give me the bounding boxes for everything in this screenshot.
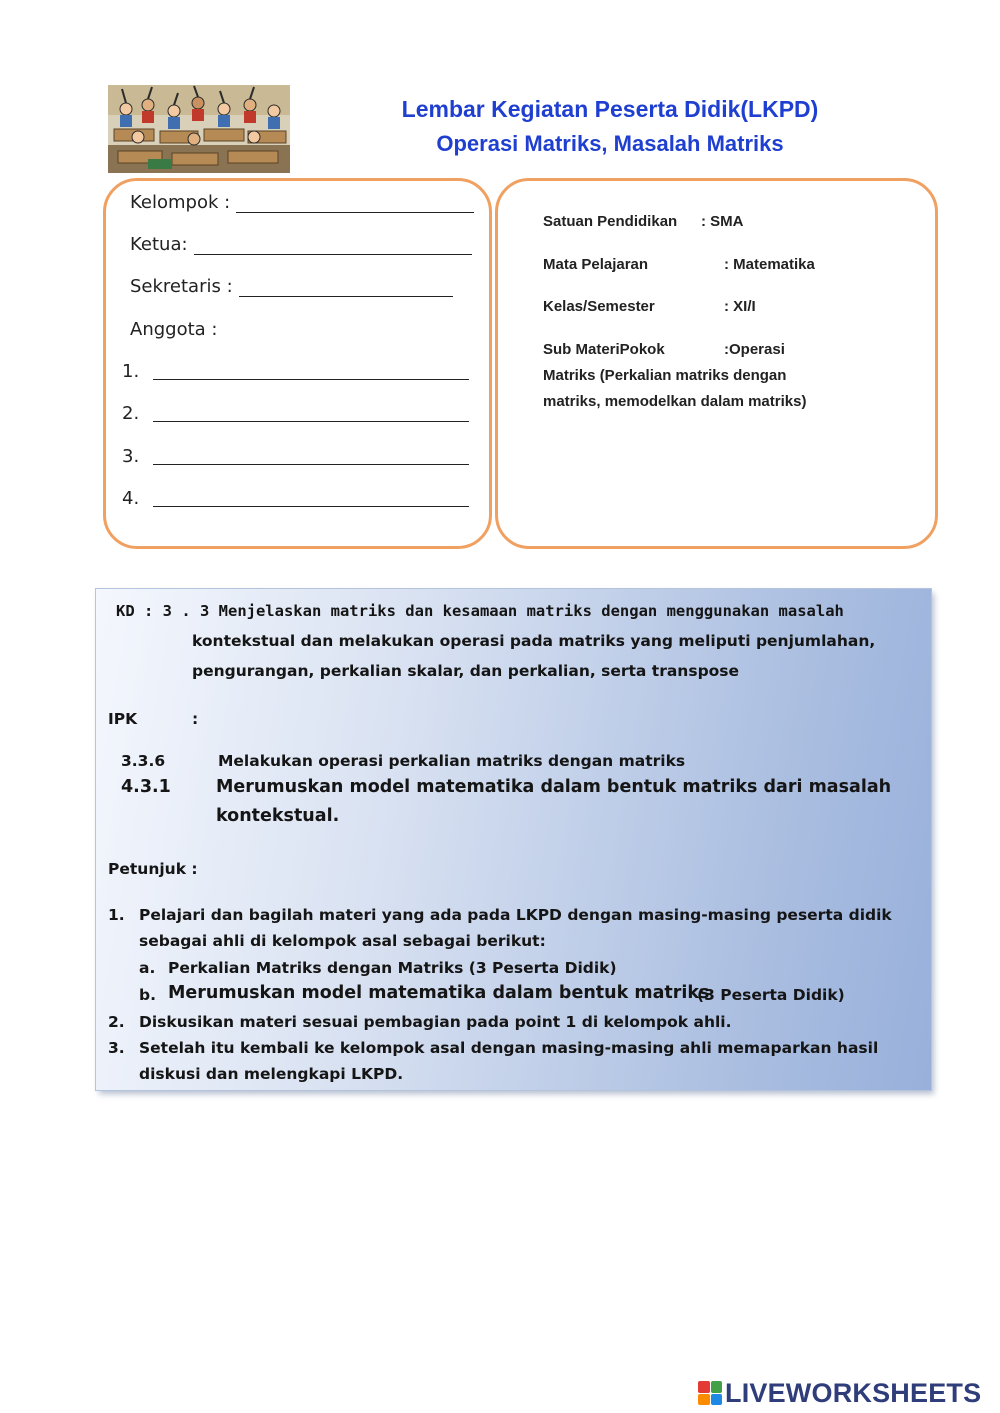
sekretaris-input-line[interactable] <box>239 280 453 297</box>
ipk-1-number: 3.3.6 <box>121 752 166 770</box>
ipk-2-number: 4.3.1 <box>121 777 171 797</box>
logo-badge-cell <box>698 1381 710 1393</box>
step-2-text: Diskusikan materi sesuai pembagian pada point 1 di kelompok ahli. <box>139 1013 732 1031</box>
petunjuk-label: Petunjuk : <box>108 860 198 878</box>
step-3-number: 3. <box>108 1039 125 1057</box>
mapel-value: : Matematika <box>724 256 815 273</box>
sekretaris-field <box>130 276 453 297</box>
ipk-label: IPK <box>108 710 138 728</box>
member-input-line-2[interactable] <box>153 420 469 422</box>
step-1b-suffix: (3 Peserta Didik) <box>697 986 845 1004</box>
step-1b-letter: b. <box>139 986 156 1004</box>
ipk-2-text: Merumuskan model matematika dalam bentuk matriks dari masalah <box>216 777 892 797</box>
step-1-line-1: Pelajari dan bagilah materi yang ada pada LKPD dengan masing-masing peserta didik <box>139 906 892 924</box>
sub-materi-line-3: matriks, memodelkan dalam matriks) <box>543 393 807 410</box>
logo-text: LIVEWORKSHEETS <box>725 1377 982 1408</box>
liveworksheets-logo[interactable] <box>698 1378 981 1408</box>
kelompok-input-line[interactable] <box>236 196 474 213</box>
member-input-line-4[interactable] <box>153 505 469 507</box>
course-info-box <box>495 178 938 549</box>
sub-materi-value: :Operasi <box>724 341 785 358</box>
kd-line-1: KD : 3 . 3 Menjelaskan matriks dan kesamaan matriks dengan menggunakan masalah <box>116 602 844 620</box>
logo-badge-cell <box>711 1394 723 1406</box>
classroom-illustration <box>108 85 290 173</box>
kelompok-label: Kelompok : <box>130 192 231 213</box>
sekretaris-label: Sekretaris : <box>130 276 233 297</box>
ipk-2-text-line-2: kontekstual. <box>216 806 340 826</box>
step-2-number: 2. <box>108 1013 125 1031</box>
member-number-1: 1. <box>122 361 140 382</box>
logo-badge-cell <box>698 1394 710 1406</box>
step-1a-text: Perkalian Matriks dengan Matriks (3 Peserta Didik) <box>168 959 617 977</box>
logo-badge-cell <box>711 1381 723 1393</box>
logo-badge-icon <box>698 1381 722 1405</box>
info-sub-materi <box>543 341 785 358</box>
kelas-label: Kelas/Semester <box>543 298 655 315</box>
satuan-value: : SMA <box>701 213 744 230</box>
member-number-2: 2. <box>122 403 140 424</box>
info-satuan <box>543 213 744 230</box>
kelompok-field <box>130 192 474 213</box>
member-input-line-1[interactable] <box>153 378 469 380</box>
sub-materi-label: Sub MateriPokok <box>543 341 665 358</box>
member-number-4: 4. <box>122 488 140 509</box>
step-1-line-2: sebagai ahli di kelompok asal sebagai berikut: <box>139 932 546 950</box>
info-kelas <box>543 298 756 315</box>
page-title: Lembar Kegiatan Peserta Didik(LKPD) <box>401 96 819 122</box>
member-input-line-3[interactable] <box>153 463 469 465</box>
step-3-line-2: diskusi dan melengkapi LKPD. <box>139 1065 404 1083</box>
mapel-label: Mata Pelajaran <box>543 256 649 273</box>
kd-line-3: pengurangan, perkalian skalar, dan perkalian, serta transpose <box>192 662 740 680</box>
info-mapel <box>543 256 815 273</box>
ketua-label: Ketua: <box>130 234 188 255</box>
ipk-colon: : <box>192 710 199 728</box>
anggota-label: Anggota : <box>130 319 218 340</box>
kd-line-2: kontekstual dan melakukan operasi pada matriks yang meliputi penjumlahan, <box>192 632 876 650</box>
page-subtitle: Operasi Matriks, Masalah Matriks <box>436 131 784 156</box>
sub-materi-line-2: Matriks (Perkalian matriks dengan <box>543 367 787 384</box>
step-1a-letter: a. <box>139 959 156 977</box>
member-number-3: 3. <box>122 446 140 467</box>
ketua-field <box>130 234 472 255</box>
step-1b-text: Merumuskan model matematika dalam bentuk matriks <box>168 983 710 1003</box>
step-3-line-1: Setelah itu kembali ke kelompok asal dengan masing-masing ahli memaparkan hasil <box>139 1039 879 1057</box>
satuan-label: Satuan Pendidikan <box>543 213 678 230</box>
ketua-input-line[interactable] <box>194 238 472 255</box>
step-1-number: 1. <box>108 906 125 924</box>
kelas-value: : XI/I <box>724 298 756 315</box>
ipk-1-text: Melakukan operasi perkalian matriks dengan matriks <box>218 752 686 770</box>
